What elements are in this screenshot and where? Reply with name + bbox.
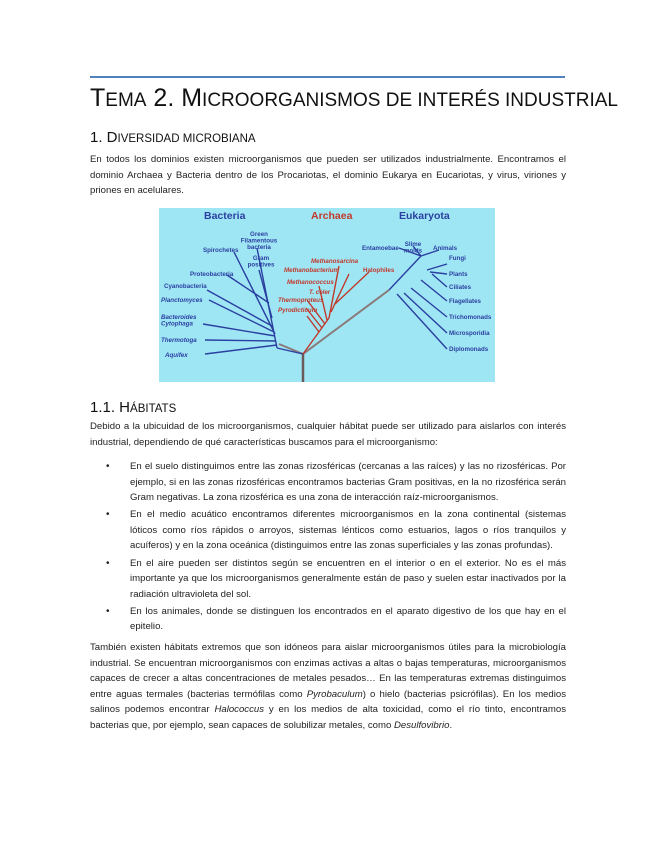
list-item [90,556,566,603]
taxon-pyrodicticum: Pyrodicticum [278,307,318,314]
section-heading-habitats: 1.1. HÁBITATS [90,399,177,416]
species-halococcus: Halococcus [214,704,265,716]
species-desulfovibrio: Desulfovibrio [393,719,450,731]
taxon-plants: Plants [449,271,468,278]
taxon-animals: Animals [433,245,458,252]
list-item-text: En el suelo distinguimos entre las zonas rizosféricas (cercanas a las raíces) y las no rizosféricas. Por ejemplo, si en las zonas rizosféricas encontramos bacterias Gram positivas, en la no rizosférica serán Gram negativas. La zona rizosférica es una zona de interacción raíz-microorganismos. [130,461,566,504]
list-item [90,459,566,506]
taxon-planctomyces: Planctomyces [161,297,203,304]
taxon-thermoproteus: Thermoproteus [278,297,324,304]
intro-paragraph: En todos los dominios existen microorganismos que pueden ser utilizados industrialmente. Encontramos el dominio Archaea y Bacteria dentro de los Procariotas, el dominio Eukarya en Eucariotas, y virus, viriones y priones en acelulares. [90,154,566,197]
list-item [90,507,566,554]
taxon-flagellates: Flagellates [449,298,481,305]
taxon-cyanobacteria: Cyanobacteria [164,283,207,290]
bullet-icon: • [106,461,110,472]
phylogenetic-tree [159,208,495,382]
section-heading-diversidad: 1. DIVERSIDAD MICROBIANA [90,129,256,146]
taxon-microsporidia: Microsporidia [449,330,490,337]
list-item-text: En el medio acuático encontramos diferentes microorganismos en la zona continental (sistemas lóticos como ríos rápidos o arroyos, sistemas lénticos como estuarios, lagos o ríos tranquilos y acuíferos) y en la zona oceánica (distinguimos entre las zonas superficiales y las zonas profundas). [130,509,566,552]
phylogenetic-tree-figure [159,208,495,382]
species-pyrobaculum: Pyrobaculum [306,688,363,700]
taxon-aquifex: Aquifex [165,352,188,359]
taxon-entamoebae: Entamoebae [362,245,399,252]
taxon-slime-molds: Slime molds [403,241,423,255]
title-rule [90,76,565,78]
bullet-icon: • [106,605,110,617]
list-item-text: En el aire pueden ser distintos según se encuentren en el interior o en el exterior. No es el más importante ya que los microorganismos generalmente están de paso y suelen estar inactivados por la radiación ultravioleta del sol. [130,557,566,600]
taxon-spirochetes: Spirochetes [203,247,239,254]
taxon-bacteroides: Bacteroides Cytophaga [161,314,197,328]
bullet-icon: • [106,509,110,521]
taxon-methanobacterium: Methanobacterium [284,267,340,274]
taxon-t-celer: T. celer [309,289,331,296]
taxon-green-filamentous: Green Filamentous bacteria [240,231,278,251]
taxon-thermotoga: Thermotoga [161,337,197,344]
domain-bacteria: Bacteria [204,210,246,222]
domain-eukaryota: Eukaryota [399,210,450,222]
taxon-proteobacteria: Proteobacteria [190,271,234,278]
list-item [90,604,566,635]
taxon-trichomonads: Trichomonads [449,314,492,321]
bullet-icon: • [106,557,110,569]
taxon-fungi: Fungi [449,255,466,262]
habitats-list [90,459,566,637]
extreme-habitats-paragraph: También existen hábitats extremos que son idóneos para aislar microorganismos útiles para la microbiología industrial. Se encuentran microorganismos con enzimas activas a altas o bajas temperaturas, microorganismos capaces de crecer a altas concentraciones de metales pesados… En las temperaturas extremas distinguimos entre aguas termales (bacterias termófilas como Pyrobaculum) o hielo (bacterias psicrófilas). En los medios salinos podemos encontrar Halococcus y en los medios de alta toxicidad, como el río tinto, encontramos bacterias que, por ejemplo, sean capaces de solubilizar metales, como Desulfovibrio. [90,642,567,731]
taxon-ciliates: Ciliates [449,284,472,291]
eukaryota-branches [389,246,447,349]
taxon-halophiles: Halophiles [363,267,395,274]
habitats-intro: Debido a la ubicuidad de los microorganismos, cualquier hábitat puede ser utilizado para aislarlos con interés industrial, dependiendo de qué características buscamos para el microorganismo: [90,421,566,448]
domain-archaea: Archaea [311,210,353,222]
page-title: TEMA 2. MICROORGANISMOS DE INTERÉS INDUSTRIAL [90,84,618,112]
list-item-text: En los animales, donde se distinguen los encontrados en el aparato digestivo de los que hay en el epitelio. [130,605,566,633]
taxon-gram-positives: Gram positives [247,255,275,269]
taxon-methanosarcina: Methanosarcina [311,258,359,265]
taxon-diplomonads: Diplomonads [449,346,489,353]
taxon-methanococcus: Methanococcus [287,279,334,286]
